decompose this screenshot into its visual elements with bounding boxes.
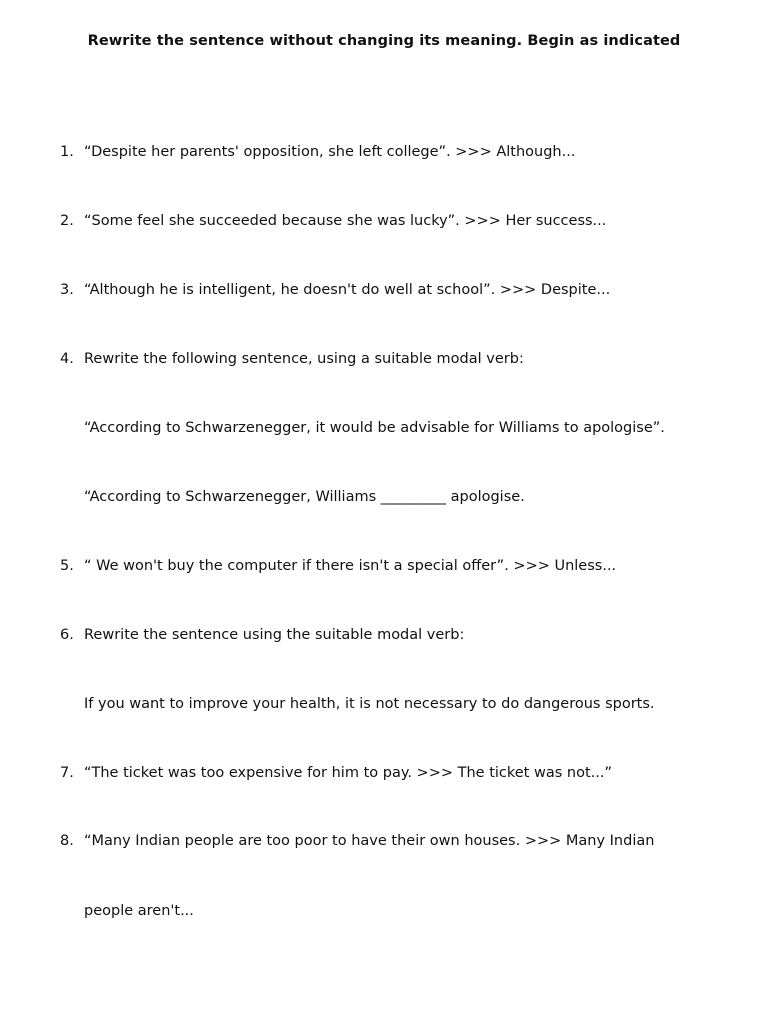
item-1-text: “Despite her parents' opposition, she left college”. >>> Although... (84, 144, 576, 160)
item-number: 2. (60, 213, 74, 229)
item-4-text: Rewrite the following sentence, using a suitable modal verb: (84, 351, 524, 367)
item-number: 3. (60, 282, 74, 298)
page-title: Rewrite the sentence without changing its meaning. Begin as indicated (87, 33, 681, 49)
item-6-text: Rewrite the sentence using the suitable modal verb: (84, 627, 465, 643)
item-4-original-sentence: “According to Schwarzenegger, it would be advisable for Williams to apologise”. (84, 420, 665, 436)
item-6-sentence: If you want to improve your health, it is not necessary to do dangerous sports. (84, 696, 655, 712)
item-7-text: “The ticket was too expensive for him to pay. >>> The ticket was not...” (84, 765, 612, 781)
item-2-text: “Some feel she succeeded because she was lucky”. >>> Her success... (84, 213, 607, 229)
item-number: 7. (60, 765, 74, 781)
item-number: 8. (60, 833, 74, 849)
item-number: 5. (60, 558, 74, 574)
item-number: 6. (60, 627, 74, 643)
item-8-text: “Many Indian people are too poor to have their own houses. >>> Many Indian (84, 833, 655, 849)
item-number: 1. (60, 144, 74, 160)
item-8-continuation: people aren't... (84, 903, 194, 919)
item-3-text: “Although he is intelligent, he doesn't do well at school”. >>> Despite... (84, 282, 611, 298)
item-number: 4. (60, 351, 74, 367)
item-5-text: “ We won't buy the computer if there isn't a special offer”. >>> Unless... (84, 558, 617, 574)
item-4-rewrite-prompt: “According to Schwarzenegger, Williams _________ apologise. (84, 489, 525, 505)
